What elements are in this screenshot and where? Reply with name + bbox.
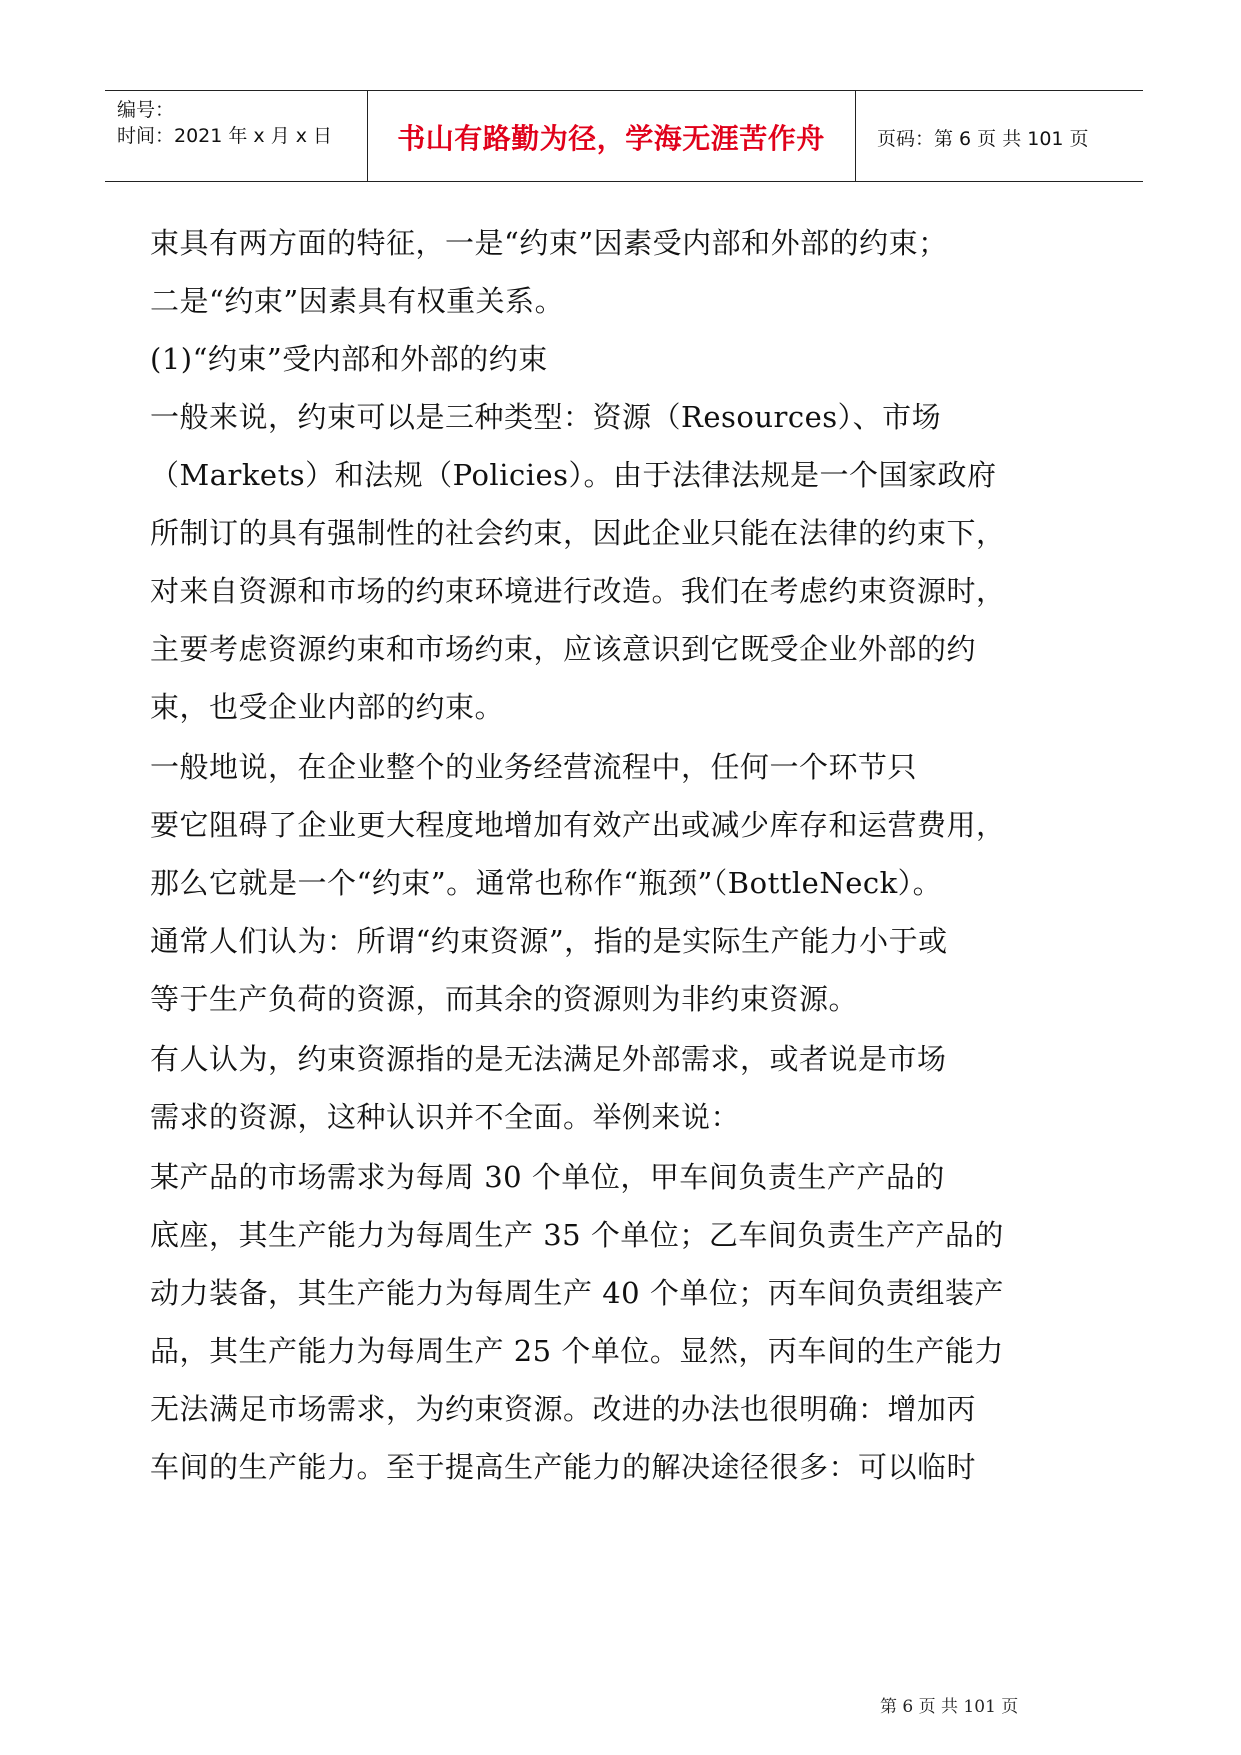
body-line: （Markets）和法规（Policies）。由于法律法规是一个国家政府 bbox=[150, 458, 997, 492]
page-header bbox=[105, 90, 1143, 182]
body-line: 车间的生产能力。至于提高生产能力的解决途径很多：可以临时 bbox=[150, 1450, 977, 1484]
header-time-label: 时间：2021 年 x 月 x 日 bbox=[117, 125, 333, 147]
body-line: 底座，其生产能力为每周生产 35 个单位；乙车间负责生产产品的 bbox=[150, 1218, 1004, 1252]
body-line: 束具有两方面的特征，一是“约束”因素受内部和外部的约束； bbox=[150, 226, 948, 260]
body-line: 等于生产负荷的资源，而其余的资源则为非约束资源。 bbox=[150, 982, 859, 1016]
body-line: 束，也受企业内部的约束。 bbox=[150, 690, 505, 724]
body-line: 二是“约束”因素具有权重关系。 bbox=[150, 284, 565, 318]
body-line: 无法满足市场需求，为约束资源。改进的办法也很明确：增加丙 bbox=[150, 1392, 977, 1426]
body-line: 一般地说，在企业整个的业务经营流程中，任何一个环节只 bbox=[150, 750, 918, 784]
header-page-info: 页码：第 6 页 共 101 页 bbox=[877, 127, 1089, 150]
body-line: 要它阻碍了企业更大程度地增加有效产出或减少库存和运营费用， bbox=[150, 808, 1006, 842]
body-line: 对来自资源和市场的约束环境进行改造。我们在考虑约束资源时， bbox=[150, 574, 1006, 608]
body-line: 通常人们认为：所谓“约束资源”，指的是实际生产能力小于或 bbox=[150, 924, 948, 958]
body-line: 品，其生产能力为每周生产 25 个单位。显然，丙车间的生产能力 bbox=[150, 1334, 1004, 1368]
body-line: 一般来说，约束可以是三种类型：资源（Resources）、市场 bbox=[150, 400, 942, 434]
body-line: 有人认为，约束资源指的是无法满足外部需求，或者说是市场 bbox=[150, 1042, 947, 1076]
header-motto: 书山有路勤为径，学海无涯苦作舟 bbox=[397, 122, 825, 155]
page-footer: 第 6 页 共 101 页 bbox=[880, 1697, 1019, 1717]
body-line: 需求的资源，这种认识并不全面。举例来说： bbox=[150, 1100, 741, 1134]
body-line: (1)“约束”受内部和外部的约束 bbox=[150, 342, 548, 376]
body-line: 主要考虑资源约束和市场约束，应该意识到它既受企业外部的约 bbox=[150, 632, 977, 666]
body-line: 动力装备，其生产能力为每周生产 40 个单位；丙车间负责组装产 bbox=[150, 1276, 1004, 1310]
body-line: 某产品的市场需求为每周 30 个单位，甲车间负责生产产品的 bbox=[150, 1160, 945, 1194]
body-line: 那么它就是一个“约束”。通常也称作“瓶颈”（BottleNeck）。 bbox=[150, 866, 943, 900]
body-line: 所制订的具有强制性的社会约束，因此企业只能在法律的约束下， bbox=[150, 516, 1006, 550]
header-number-label: 编号： bbox=[117, 99, 175, 121]
